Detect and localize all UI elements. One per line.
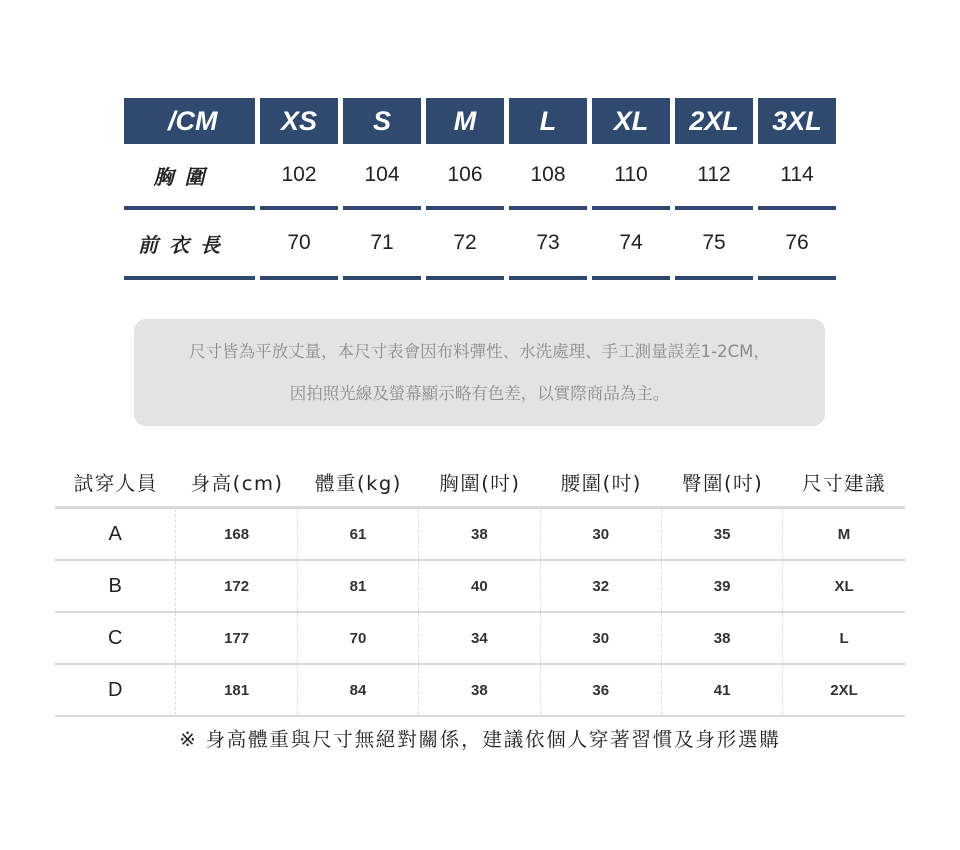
tester-name: A	[55, 509, 176, 559]
waist-value: 36	[541, 665, 662, 715]
unit-header: /CM	[124, 98, 255, 144]
chest-value: 104	[343, 144, 421, 210]
chest-value: 110	[592, 144, 670, 210]
waist-value: 30	[541, 509, 662, 559]
front-length-row	[124, 210, 836, 280]
chest-value: 106	[426, 144, 504, 210]
chest-value: 112	[675, 144, 753, 210]
size-header-xs: XS	[260, 98, 338, 144]
size-suggestion-value: L	[839, 629, 849, 647]
height-value: 181	[176, 665, 297, 715]
header-waist: 腰圍(吋)	[560, 472, 642, 495]
size-suggestion-value: M	[837, 525, 851, 543]
front-length-value: 73	[509, 210, 587, 280]
size-chart-header-row	[124, 98, 836, 144]
table-row	[55, 665, 905, 717]
header-height: 身高(cm)	[190, 472, 284, 495]
size-chart-table	[124, 98, 836, 280]
weight-value: 84	[298, 665, 419, 715]
front-length-value: 71	[343, 210, 421, 280]
header-hip: 臀圍(吋)	[682, 472, 764, 495]
size-header-s: S	[343, 98, 421, 144]
chest-row	[124, 144, 836, 210]
chest-value: 38	[419, 665, 540, 715]
height-value: 168	[176, 509, 297, 559]
weight-value: 81	[298, 561, 419, 611]
fit-disclaimer: ※ 身高體重與尺寸無絕對關係，建議依個人穿著習慣及身形選購	[179, 728, 781, 751]
size-suggestion-value: 2XL	[830, 681, 858, 699]
chest-value: 38	[419, 509, 540, 559]
front-length-value: 75	[675, 210, 753, 280]
chest-value: 108	[509, 144, 587, 210]
fitting-table	[55, 460, 905, 717]
header-size-suggestion: 尺寸建議	[802, 472, 887, 495]
header-tester: 試穿人員	[73, 472, 158, 495]
chest-value: 40	[419, 561, 540, 611]
tester-name: B	[55, 561, 176, 611]
chest-value: 102	[260, 144, 338, 210]
hip-value: 41	[662, 665, 783, 715]
header-chest: 胸圍(吋)	[439, 472, 521, 495]
note-line-1: 尺寸皆為平放丈量，本尺寸表會因布料彈性、水洗處理、手工測量誤差1-2CM，	[189, 341, 770, 361]
chest-value: 114	[758, 144, 836, 210]
weight-value: 70	[298, 613, 419, 663]
front-length-value: 74	[592, 210, 670, 280]
size-header-m: M	[426, 98, 504, 144]
size-header-3xl: 3XL	[758, 98, 836, 144]
row-label-chest: 胸圍	[124, 144, 255, 210]
fitting-header-row	[55, 460, 905, 504]
size-header-xl: XL	[592, 98, 670, 144]
chest-value: 34	[419, 613, 540, 663]
tester-name: C	[55, 613, 176, 663]
weight-value: 61	[298, 509, 419, 559]
table-row	[55, 561, 905, 613]
waist-value: 32	[541, 561, 662, 611]
table-row	[55, 509, 905, 561]
measurement-note	[134, 319, 825, 426]
hip-value: 38	[662, 613, 783, 663]
waist-value: 30	[541, 613, 662, 663]
front-length-value: 76	[758, 210, 836, 280]
hip-value: 39	[662, 561, 783, 611]
hip-value: 35	[662, 509, 783, 559]
front-length-value: 70	[260, 210, 338, 280]
table-row	[55, 613, 905, 665]
header-weight: 體重(kg)	[315, 472, 402, 495]
height-value: 172	[176, 561, 297, 611]
note-line-2: 因拍照光線及螢幕顯示略有色差，以實際商品為主。	[289, 383, 670, 403]
front-length-value: 72	[426, 210, 504, 280]
size-suggestion-value: XL	[834, 577, 854, 595]
tester-name: D	[55, 665, 176, 715]
height-value: 177	[176, 613, 297, 663]
size-header-l: L	[509, 98, 587, 144]
size-header-2xl: 2XL	[675, 98, 753, 144]
row-label-front-length: 前衣長	[124, 210, 255, 280]
